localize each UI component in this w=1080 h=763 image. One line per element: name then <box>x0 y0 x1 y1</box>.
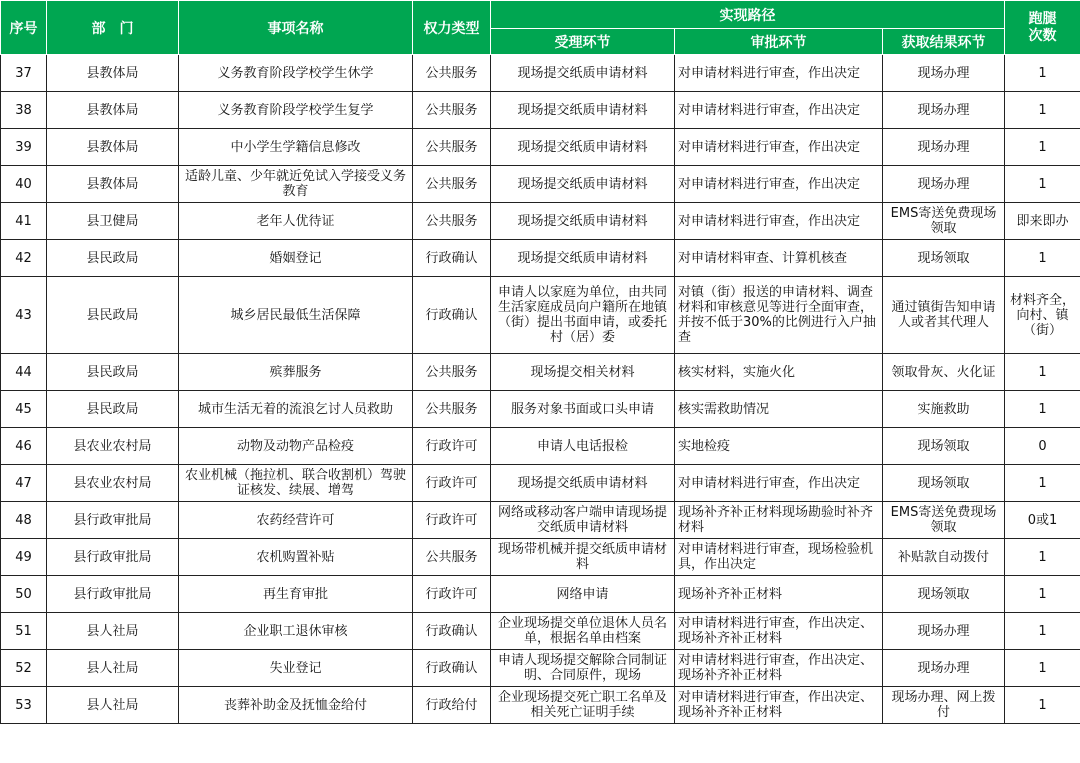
cell-approve: 对申请材料进行审查，作出决定 <box>675 465 883 502</box>
cell-power-type: 公共服务 <box>413 539 491 576</box>
cell-dept: 县民政局 <box>47 240 179 277</box>
cell-seq: 46 <box>1 428 47 465</box>
cell-power-type: 行政许可 <box>413 465 491 502</box>
cell-result: 现场办理 <box>883 129 1005 166</box>
cell-item: 殡葬服务 <box>179 354 413 391</box>
cell-item: 企业职工退休审核 <box>179 613 413 650</box>
cell-result: 现场办理 <box>883 613 1005 650</box>
cell-approve: 对镇（街）报送的申请材料、调查材料和审核意见等进行全面审查，并按不低于30%的比例进行入户抽查 <box>675 277 883 354</box>
cell-power-type: 行政许可 <box>413 502 491 539</box>
cell-approve: 实地检疫 <box>675 428 883 465</box>
cell-trips: 1 <box>1005 55 1080 92</box>
cell-dept: 县民政局 <box>47 354 179 391</box>
cell-approve: 对申请材料进行审查，作出决定 <box>675 203 883 240</box>
cell-result: 现场领取 <box>883 428 1005 465</box>
cell-dept: 县人社局 <box>47 687 179 724</box>
header-approve: 审批环节 <box>675 29 883 55</box>
header-seq: 序号 <box>1 1 47 55</box>
cell-accept: 现场提交相关材料 <box>491 354 675 391</box>
cell-approve: 现场补齐补正材料 <box>675 576 883 613</box>
cell-dept: 县教体局 <box>47 166 179 203</box>
table-row <box>1 277 1080 354</box>
cell-item: 适龄儿童、少年就近免试入学接受义务教育 <box>179 166 413 203</box>
table-row <box>1 576 1080 613</box>
header-dept: 部 门 <box>47 1 179 55</box>
cell-item: 城市生活无着的流浪乞讨人员救助 <box>179 391 413 428</box>
cell-seq: 44 <box>1 354 47 391</box>
cell-item: 农药经营许可 <box>179 502 413 539</box>
table-body <box>1 55 1080 724</box>
cell-item: 城乡居民最低生活保障 <box>179 277 413 354</box>
cell-power-type: 行政给付 <box>413 687 491 724</box>
cell-approve: 对申请材料进行审查，作出决定、现场补齐补正材料 <box>675 650 883 687</box>
cell-accept: 现场提交纸质申请材料 <box>491 203 675 240</box>
cell-power-type: 行政确认 <box>413 240 491 277</box>
header-trips: 跑腿次数 <box>1005 1 1080 55</box>
cell-seq: 49 <box>1 539 47 576</box>
cell-approve: 核实材料，实施火化 <box>675 354 883 391</box>
table-row <box>1 240 1080 277</box>
cell-trips: 1 <box>1005 539 1080 576</box>
cell-dept: 县人社局 <box>47 613 179 650</box>
header-item: 事项名称 <box>179 1 413 55</box>
cell-result: 补贴款自动拨付 <box>883 539 1005 576</box>
cell-seq: 41 <box>1 203 47 240</box>
cell-accept: 申请人电话报检 <box>491 428 675 465</box>
table-row <box>1 391 1080 428</box>
cell-accept: 现场提交纸质申请材料 <box>491 129 675 166</box>
cell-dept: 县民政局 <box>47 277 179 354</box>
cell-approve: 对申请材料进行审查，作出决定 <box>675 129 883 166</box>
cell-power-type: 公共服务 <box>413 203 491 240</box>
cell-power-type: 行政许可 <box>413 576 491 613</box>
table-row <box>1 539 1080 576</box>
cell-power-type: 公共服务 <box>413 166 491 203</box>
cell-dept: 县人社局 <box>47 650 179 687</box>
cell-item: 老年人优待证 <box>179 203 413 240</box>
table-row <box>1 92 1080 129</box>
cell-accept: 企业现场提交死亡职工名单及相关死亡证明手续 <box>491 687 675 724</box>
cell-approve: 对申请材料进行审查，作出决定、现场补齐补正材料 <box>675 613 883 650</box>
cell-dept: 县农业农村局 <box>47 465 179 502</box>
cell-power-type: 行政许可 <box>413 428 491 465</box>
cell-trips: 1 <box>1005 391 1080 428</box>
cell-seq: 37 <box>1 55 47 92</box>
cell-power-type: 公共服务 <box>413 391 491 428</box>
cell-seq: 48 <box>1 502 47 539</box>
cell-seq: 53 <box>1 687 47 724</box>
table-row <box>1 465 1080 502</box>
cell-result: 现场领取 <box>883 576 1005 613</box>
cell-trips: 0或1 <box>1005 502 1080 539</box>
cell-result: 现场办理 <box>883 92 1005 129</box>
cell-item: 动物及动物产品检疫 <box>179 428 413 465</box>
table-row <box>1 428 1080 465</box>
cell-trips: 即来即办 <box>1005 203 1080 240</box>
cell-approve: 现场补齐补正材料现场勘验时补齐材料 <box>675 502 883 539</box>
table-row <box>1 650 1080 687</box>
cell-trips: 1 <box>1005 92 1080 129</box>
cell-result: EMS寄送免费现场领取 <box>883 502 1005 539</box>
cell-seq: 47 <box>1 465 47 502</box>
cell-dept: 县教体局 <box>47 92 179 129</box>
cell-power-type: 行政确认 <box>413 650 491 687</box>
cell-accept: 现场提交纸质申请材料 <box>491 166 675 203</box>
cell-seq: 45 <box>1 391 47 428</box>
cell-item: 农机购置补贴 <box>179 539 413 576</box>
cell-item: 婚姻登记 <box>179 240 413 277</box>
cell-accept: 现场带机械并提交纸质申请材料 <box>491 539 675 576</box>
table-row <box>1 613 1080 650</box>
cell-approve: 对申请材料审查、计算机核查 <box>675 240 883 277</box>
cell-power-type: 行政确认 <box>413 613 491 650</box>
cell-trips: 1 <box>1005 465 1080 502</box>
cell-seq: 38 <box>1 92 47 129</box>
table-row <box>1 166 1080 203</box>
cell-accept: 申请人现场提交解除合同制证明、合同原件，现场 <box>491 650 675 687</box>
cell-accept: 服务对象书面或口头申请 <box>491 391 675 428</box>
cell-trips: 0 <box>1005 428 1080 465</box>
cell-seq: 50 <box>1 576 47 613</box>
cell-power-type: 公共服务 <box>413 92 491 129</box>
header-power-type: 权力类型 <box>413 1 491 55</box>
cell-dept: 县民政局 <box>47 391 179 428</box>
cell-trips: 材料齐全，向村、镇（街） <box>1005 277 1080 354</box>
cell-accept: 现场提交纸质申请材料 <box>491 465 675 502</box>
cell-power-type: 行政确认 <box>413 277 491 354</box>
cell-trips: 1 <box>1005 687 1080 724</box>
cell-power-type: 公共服务 <box>413 354 491 391</box>
header-path: 实现路径 <box>491 1 1005 29</box>
cell-item: 中小学生学籍信息修改 <box>179 129 413 166</box>
cell-accept: 网络或移动客户端申请现场提交纸质申请材料 <box>491 502 675 539</box>
table-row <box>1 354 1080 391</box>
cell-trips: 1 <box>1005 354 1080 391</box>
cell-power-type: 公共服务 <box>413 129 491 166</box>
cell-result: 现场领取 <box>883 465 1005 502</box>
cell-result: 现场办理 <box>883 55 1005 92</box>
cell-result: 实施救助 <box>883 391 1005 428</box>
cell-dept: 县行政审批局 <box>47 502 179 539</box>
cell-result: 通过镇街告知申请人或者其代理人 <box>883 277 1005 354</box>
cell-dept: 县教体局 <box>47 129 179 166</box>
cell-approve: 对申请材料进行审查，作出决定、现场补齐补正材料 <box>675 687 883 724</box>
cell-accept: 网络申请 <box>491 576 675 613</box>
cell-trips: 1 <box>1005 613 1080 650</box>
cell-result: 现场办理、网上拨付 <box>883 687 1005 724</box>
cell-accept: 现场提交纸质申请材料 <box>491 240 675 277</box>
cell-approve: 对申请材料进行审查，作出决定 <box>675 166 883 203</box>
cell-result: 现场领取 <box>883 240 1005 277</box>
table-row <box>1 55 1080 92</box>
cell-approve: 对申请材料进行审查，作出决定 <box>675 92 883 129</box>
cell-seq: 43 <box>1 277 47 354</box>
cell-item: 义务教育阶段学校学生复学 <box>179 92 413 129</box>
cell-trips: 1 <box>1005 129 1080 166</box>
cell-accept: 现场提交纸质申请材料 <box>491 92 675 129</box>
table-row <box>1 687 1080 724</box>
cell-dept: 县行政审批局 <box>47 539 179 576</box>
cell-result: 现场办理 <box>883 650 1005 687</box>
cell-trips: 1 <box>1005 166 1080 203</box>
cell-item: 义务教育阶段学校学生休学 <box>179 55 413 92</box>
cell-accept: 现场提交纸质申请材料 <box>491 55 675 92</box>
cell-trips: 1 <box>1005 650 1080 687</box>
cell-item: 丧葬补助金及抚恤金给付 <box>179 687 413 724</box>
cell-item: 失业登记 <box>179 650 413 687</box>
cell-seq: 52 <box>1 650 47 687</box>
cell-result: EMS寄送免费现场领取 <box>883 203 1005 240</box>
cell-seq: 39 <box>1 129 47 166</box>
table-row <box>1 203 1080 240</box>
cell-dept: 县行政审批局 <box>47 576 179 613</box>
cell-seq: 40 <box>1 166 47 203</box>
cell-approve: 核实需救助情况 <box>675 391 883 428</box>
table-row <box>1 502 1080 539</box>
cell-accept: 申请人以家庭为单位，由共同生活家庭成员向户籍所在地镇（街）提出书面申请，或委托村（居）委 <box>491 277 675 354</box>
cell-result: 领取骨灰、火化证 <box>883 354 1005 391</box>
cell-approve: 对申请材料进行审查，现场检验机具，作出决定 <box>675 539 883 576</box>
table-header <box>1 1 1080 55</box>
cell-dept: 县卫健局 <box>47 203 179 240</box>
cell-accept: 企业现场提交单位退休人员名单，根据名单由档案 <box>491 613 675 650</box>
header-result: 获取结果环节 <box>883 29 1005 55</box>
cell-trips: 1 <box>1005 576 1080 613</box>
cell-dept: 县教体局 <box>47 55 179 92</box>
cell-power-type: 公共服务 <box>413 55 491 92</box>
table-row <box>1 129 1080 166</box>
cell-result: 现场办理 <box>883 166 1005 203</box>
header-accept: 受理环节 <box>491 29 675 55</box>
cell-dept: 县农业农村局 <box>47 428 179 465</box>
cell-approve: 对申请材料进行审查，作出决定 <box>675 55 883 92</box>
cell-trips: 1 <box>1005 240 1080 277</box>
cell-item: 农业机械（拖拉机、联合收割机）驾驶证核发、续展、增驾 <box>179 465 413 502</box>
cell-seq: 51 <box>1 613 47 650</box>
cell-item: 再生育审批 <box>179 576 413 613</box>
cell-seq: 42 <box>1 240 47 277</box>
